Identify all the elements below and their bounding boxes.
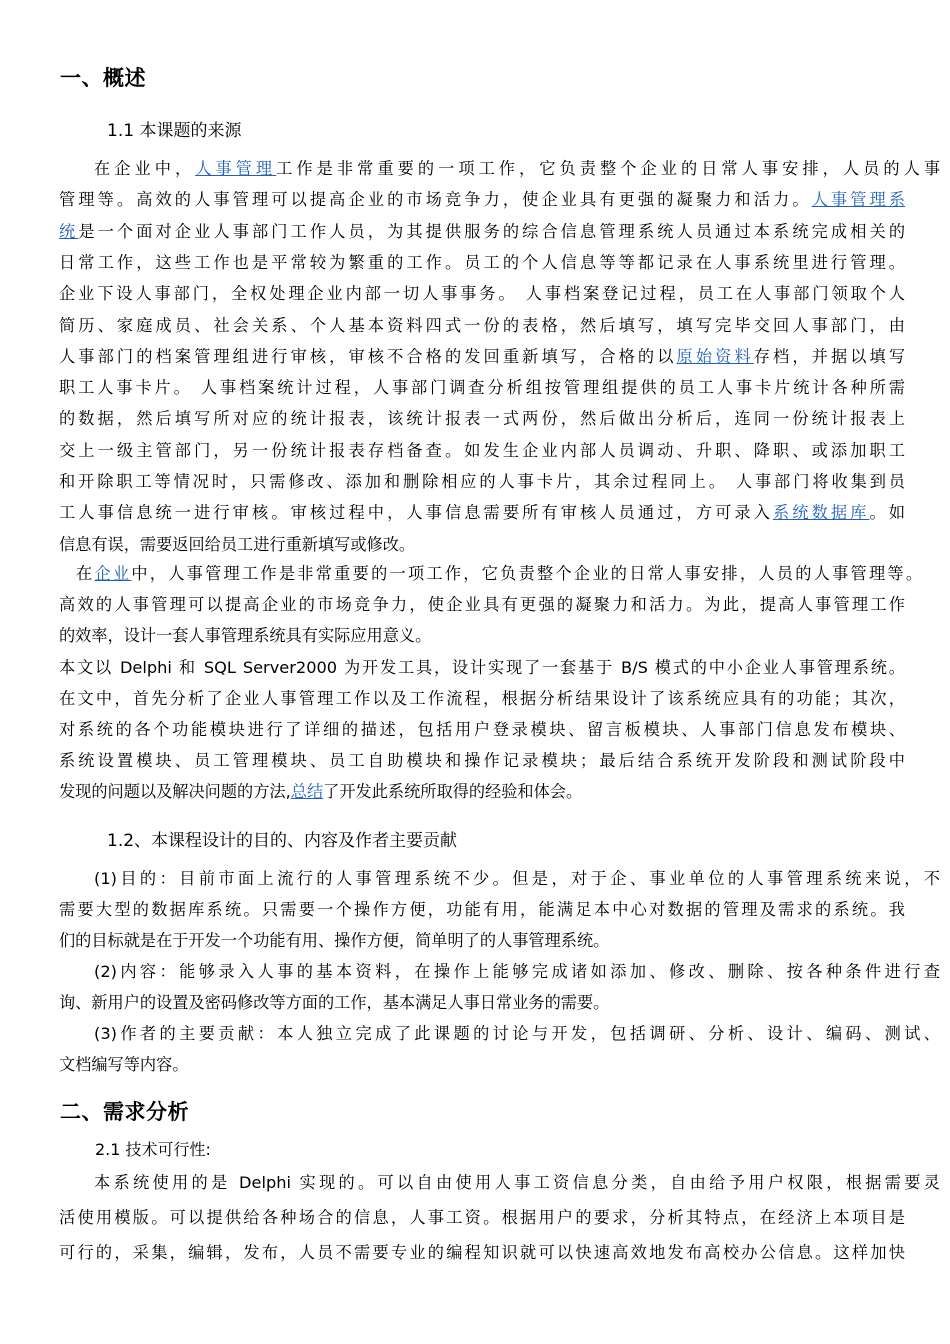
section-heading: 一、概述 bbox=[60, 66, 146, 90]
text-line bbox=[59, 440, 905, 462]
line-text: 中，人事管理工作是非常重要的一项工作，它负责整个企业的日常人事安排，人员的人事管理等。 bbox=[131, 564, 923, 583]
text-line bbox=[59, 346, 905, 368]
text-line bbox=[59, 252, 905, 274]
text-line bbox=[59, 961, 940, 983]
subsection-heading: 2.1 技术可行性: bbox=[95, 1140, 211, 1159]
hyperlink[interactable]: 统 bbox=[59, 221, 79, 241]
text-line bbox=[59, 502, 905, 524]
line-text: 和开除职工等情况时，只需修改、添加和删除相应的人事卡片，其余过程同上。 人事部门将收集到员 bbox=[59, 472, 905, 491]
text-line bbox=[59, 283, 905, 305]
line-text: 在文中，首先分析了企业人事管理工作以及工作流程，根据分析结果设计了该系统应具有的功能；其次， bbox=[59, 689, 905, 708]
line-text: (2)内容：能够录入人事的基本资料，在操作上能够完成诸如添加、修改、删除、按各种条件进行查 bbox=[94, 962, 940, 981]
text-line bbox=[59, 899, 905, 921]
line-text: 职工人事卡片。 人事档案统计过程，人事部门调查分析组按管理组提供的员工人事卡片统计各种所需 bbox=[59, 378, 905, 398]
line-text: 询、新用户的设置及密码修改等方面的工作，基本满足人事日常业务的需要。 bbox=[59, 993, 610, 1012]
text-line bbox=[59, 625, 431, 647]
section-heading: 二、需求分析 bbox=[60, 1100, 189, 1124]
text-line bbox=[59, 158, 940, 180]
subsection-heading: 1.1 本课题的来源 bbox=[107, 121, 242, 141]
line-text: 的数据，然后填写所对应的统计报表，该统计报表一式两份，然后做出分析后，连同一份统计报表上 bbox=[59, 409, 905, 429]
text-line bbox=[59, 377, 905, 399]
hyperlink[interactable]: 系统数据库 bbox=[773, 503, 870, 523]
text-line bbox=[59, 930, 609, 952]
subsection-heading: 1.2、本课程设计的目的、内容及作者主要贡献 bbox=[107, 831, 458, 851]
text-line bbox=[59, 781, 582, 803]
text-line bbox=[59, 1207, 905, 1229]
text-line bbox=[59, 315, 905, 337]
hyperlink[interactable]: 人事管理 bbox=[195, 159, 277, 178]
line-text: (1)目的：目前市面上流行的人事管理系统不少。但是，对于企、事业单位的人事管理系统来说，不 bbox=[94, 869, 940, 888]
text-line bbox=[59, 534, 415, 556]
line-text: 存档，并据以填写 bbox=[753, 346, 906, 366]
line-text: 活使用模版。可以提供给各种场合的信息，人事工资。根据用户的要求，分析其特点，在经济上本项目是 bbox=[59, 1208, 905, 1227]
line-text: 对系统的各个功能模块进行了详细的描述，包括用户登录模块、留言板模块、人事部门信息发布模块、 bbox=[59, 720, 905, 739]
text-line bbox=[59, 1172, 940, 1194]
line-text: 们的目标就是在于开发一个功能有用、操作方便，简单明了的人事管理系统。 bbox=[59, 931, 610, 950]
text-line bbox=[59, 1242, 905, 1264]
text-line bbox=[59, 688, 905, 710]
text-line bbox=[59, 657, 905, 679]
text-line bbox=[59, 594, 905, 616]
line-text: 日常工作，这些工作也是平常较为繁重的工作。员工的个人信息等等都记录在人事系统里进行管理。 bbox=[59, 252, 905, 272]
line-text: 可行的，采集，编辑，发布，人员不需要专业的编程知识就可以快速高效地发布高校办公信息。这样加快 bbox=[59, 1243, 905, 1262]
line-text: 本文以 Delphi 和 SQL Server2000 为开发工具，设计实现了一套基于 B/S 模式的中小企业人事管理系统。 bbox=[59, 658, 905, 677]
line-text: 人事部门的档案管理组进行审核，审核不合格的发回重新填写，合格的以 bbox=[59, 346, 677, 366]
line-text: 工作是非常重要的一项工作，它负责整个企业的日常人事安排，人员的人事 bbox=[276, 159, 941, 178]
line-text: 工人事信息统一进行审核。审核过程中，人事信息需要所有审核人员通过，方可录入 bbox=[59, 503, 774, 523]
text-line bbox=[59, 719, 905, 741]
line-text: 在 bbox=[76, 564, 95, 583]
line-text: (3)作者的主要贡献：本人独立完成了此课题的讨论与开发，包括调研、分析、设计、编码、测试、 bbox=[94, 1024, 940, 1043]
line-text: 高效的人事管理可以提高企业的市场竞争力，使企业具有更强的凝聚力和活力。为此，提高人事管理工作 bbox=[59, 595, 905, 615]
text-line bbox=[59, 1054, 189, 1076]
text-line bbox=[59, 992, 609, 1014]
text-line bbox=[59, 868, 940, 890]
line-text: 本系统使用的是 Delphi 实现的。可以自由使用人事工资信息分类，自由给予用户权限，根据需要灵 bbox=[94, 1173, 940, 1192]
line-text: 企业下设人事部门，全权处理企业内部一切人事事务。 人事档案登记过程，员工在人事部门领取个人 bbox=[59, 284, 905, 304]
line-text: 的效率，设计一套人事管理系统具有实际应用意义。 bbox=[59, 626, 432, 646]
line-text: 发现的问题以及解决问题的方法, bbox=[59, 782, 291, 801]
line-text: 在企业中， bbox=[94, 159, 196, 178]
text-line bbox=[59, 189, 905, 211]
line-text: 是一个面对企业人事部门工作人员，为其提供服务的综合信息管理系统人员通过本系统完成相关的 bbox=[78, 221, 906, 241]
text-line bbox=[59, 471, 905, 493]
text-line bbox=[59, 563, 922, 585]
line-text: 文档编写等内容。 bbox=[59, 1055, 189, 1074]
line-text: 了开发此系统所取得的经验和体会。 bbox=[323, 782, 583, 801]
hyperlink[interactable]: 总结 bbox=[290, 782, 324, 801]
line-text: 信息有误，需要返回给员工进行重新填写或修改。 bbox=[59, 534, 416, 554]
hyperlink[interactable]: 原始资料 bbox=[676, 346, 754, 366]
text-line bbox=[59, 221, 905, 243]
line-text: 需要大型的数据库系统。只需要一个操作方便，功能有用，能满足本中心对数据的管理及需求的系统。我 bbox=[59, 900, 905, 919]
hyperlink[interactable]: 企业 bbox=[94, 564, 132, 583]
line-text: 管理等。高效的人事管理可以提高企业的市场竞争力，使企业具有更强的凝聚力和活力。 bbox=[59, 190, 812, 210]
line-text: 。如 bbox=[869, 503, 906, 523]
line-text: 系统设置模块、员工管理模块、员工自助模块和操作记录模块；最后结合系统开发阶段和测试阶段中 bbox=[59, 751, 905, 770]
text-line bbox=[59, 408, 905, 430]
text-line bbox=[59, 1023, 940, 1045]
line-text: 简历、家庭成员、社会关系、个人基本资料四式一份的表格，然后填写，填写完毕交回人事部门，由 bbox=[59, 315, 905, 335]
line-text: 交上一级主管部门，另一份统计报表存档备查。如发生企业内部人员调动、升职、降职、或添加职工 bbox=[59, 440, 905, 460]
hyperlink[interactable]: 人事管理系 bbox=[811, 190, 906, 210]
text-line bbox=[59, 750, 905, 772]
